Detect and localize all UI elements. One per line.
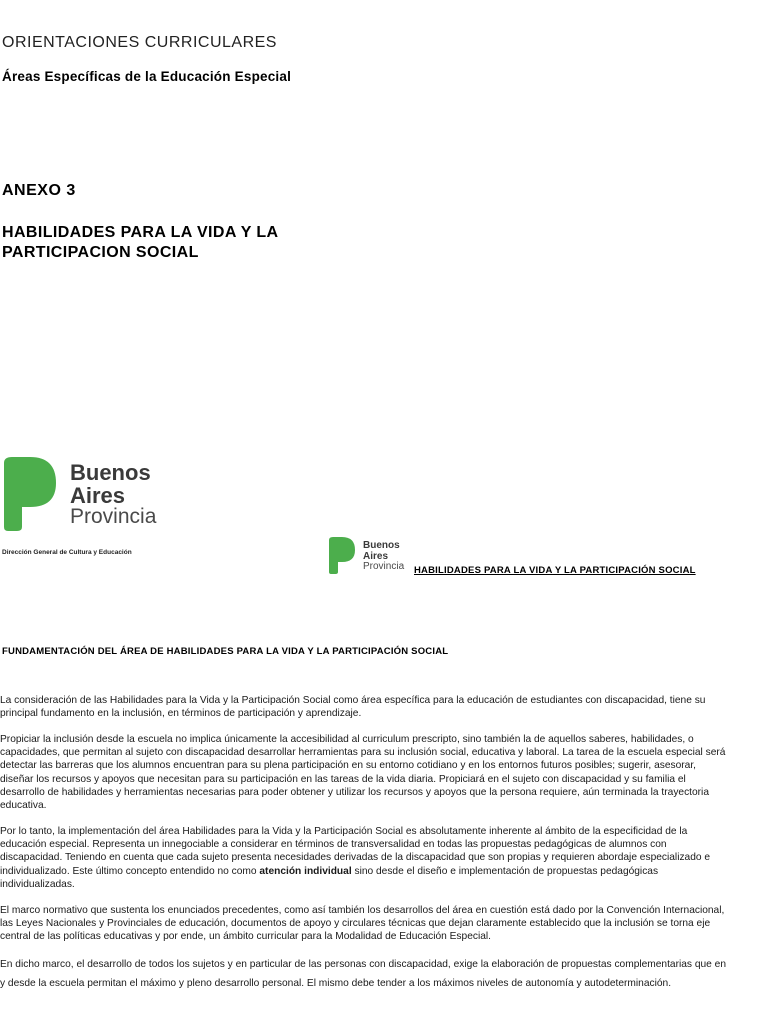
- paragraph-3-emphasis: atención individual: [259, 865, 352, 877]
- logo-text-line2: Aires: [70, 483, 126, 508]
- paragraph-3-text-start: Por lo tanto, la implementación del área Habilidades para la Vida y la Participación Social es absolutamente inherente al ámbito de la especificidad de la educación especial. Representa un innegociable a considerar en términos de transversalidad en todas las propuestas pedagógicas de alumnos con discapacidad. Teniendo en cuenta que cada sujeto presenta necesidades derivadas de la discapacidad que son propias y requieren abordaje especializado e individualizado. Este último concepto entendido no como: [0, 826, 711, 877]
- paragraph-4: El marco normativo que sustenta los enunciados precedentes, como así también los desarrollos del área en cuestión está dado por la Convención Internacional, las Leyes Nacionales y Provinciales de educación, documentos de apoyo y circulares técnicas que dejan claramente establecido que la inclusión se torna eje central de las políticas educativas y por ende, un ámbito curricular para la Modalidad de Educación Especial.: [0, 905, 725, 943]
- annex-title: HABILIDADES PARA LA VIDA Y LA PARTICIPACION SOCIAL: [2, 224, 278, 261]
- buenos-aires-logo-small: [325, 536, 415, 576]
- running-header: HABILIDADES PARA LA VIDA Y LA PARTICIPACIÓN SOCIAL: [414, 565, 696, 576]
- paragraph-3: [0, 825, 728, 891]
- buenos-aires-p-logo-icon: [325, 536, 359, 576]
- paragraph-2: Propiciar la inclusión desde la escuela no implica únicamente la accesibilidad al curriculum prescripto, sino también la de aquellos saberes, habilidades, o capacidades, que permitan al sujeto con discapacidad desarrollar herramientas para su inclusión social, educativa y laboral. La tarea de la escuela especial será detectar las barreras que los alumnos encuentran para su plena participación en su entorno cotidiano y en los entornos futuros posibles; sugerir, asesorar, diseñar los recursos y apoyos que necesitan para su participación en las tareas de la vida diaria. Propiciará en el sujeto con discapacidad y su familia el desarrollo de habilidades y herramientas necesarias para poder obtener y utilizar los recursos y apoyos que la persona requiere, aún terminada la trayectoria educativa.: [0, 734, 726, 812]
- buenos-aires-logo-large: [0, 455, 160, 535]
- annex-label: ANEXO 3: [2, 182, 76, 199]
- document-header-subtitle: Áreas Específicas de la Educación Especial: [2, 69, 292, 84]
- logo-small-text-line1: Buenos: [363, 540, 400, 551]
- paragraph-1: La consideración de las Habilidades para la Vida y la Participación Social como área específica para la educación de estudiantes con discapacidad, tiene su principal fundamento en la inclusión, en términos de participación y aprendizaje.: [0, 695, 706, 720]
- logo-small-text-line3: Provincia: [363, 561, 405, 572]
- department-caption: Dirección General de Cultura y Educación: [2, 549, 132, 556]
- logo-small-text-line2: Aires: [363, 551, 389, 562]
- paragraph-5: En dicho marco, el desarrollo de todos los sujetos y en particular de las personas con discapacidad, exige la elaboración de propuestas complementarias que en y desde la escuela permitan el máximo y pleno desarrollo personal. El mismo debe tender a los máximos niveles de autonomía y autodeterminación.: [0, 959, 727, 989]
- document-header-title: ORIENTACIONES CURRICULARES: [2, 34, 277, 51]
- logo-text-line3: Provincia: [70, 505, 157, 528]
- logo-text-line1: Buenos: [70, 460, 151, 485]
- paragraph-3-text-end: sino desde el diseño e implementación de propuestas pedagógicas individualizadas.: [0, 865, 659, 890]
- buenos-aires-p-logo-icon: [0, 455, 60, 535]
- section-heading: FUNDAMENTACIÓN DEL ÁREA DE HABILIDADES PARA LA VIDA Y LA PARTICIPACIÓN SOCIAL: [2, 646, 449, 657]
